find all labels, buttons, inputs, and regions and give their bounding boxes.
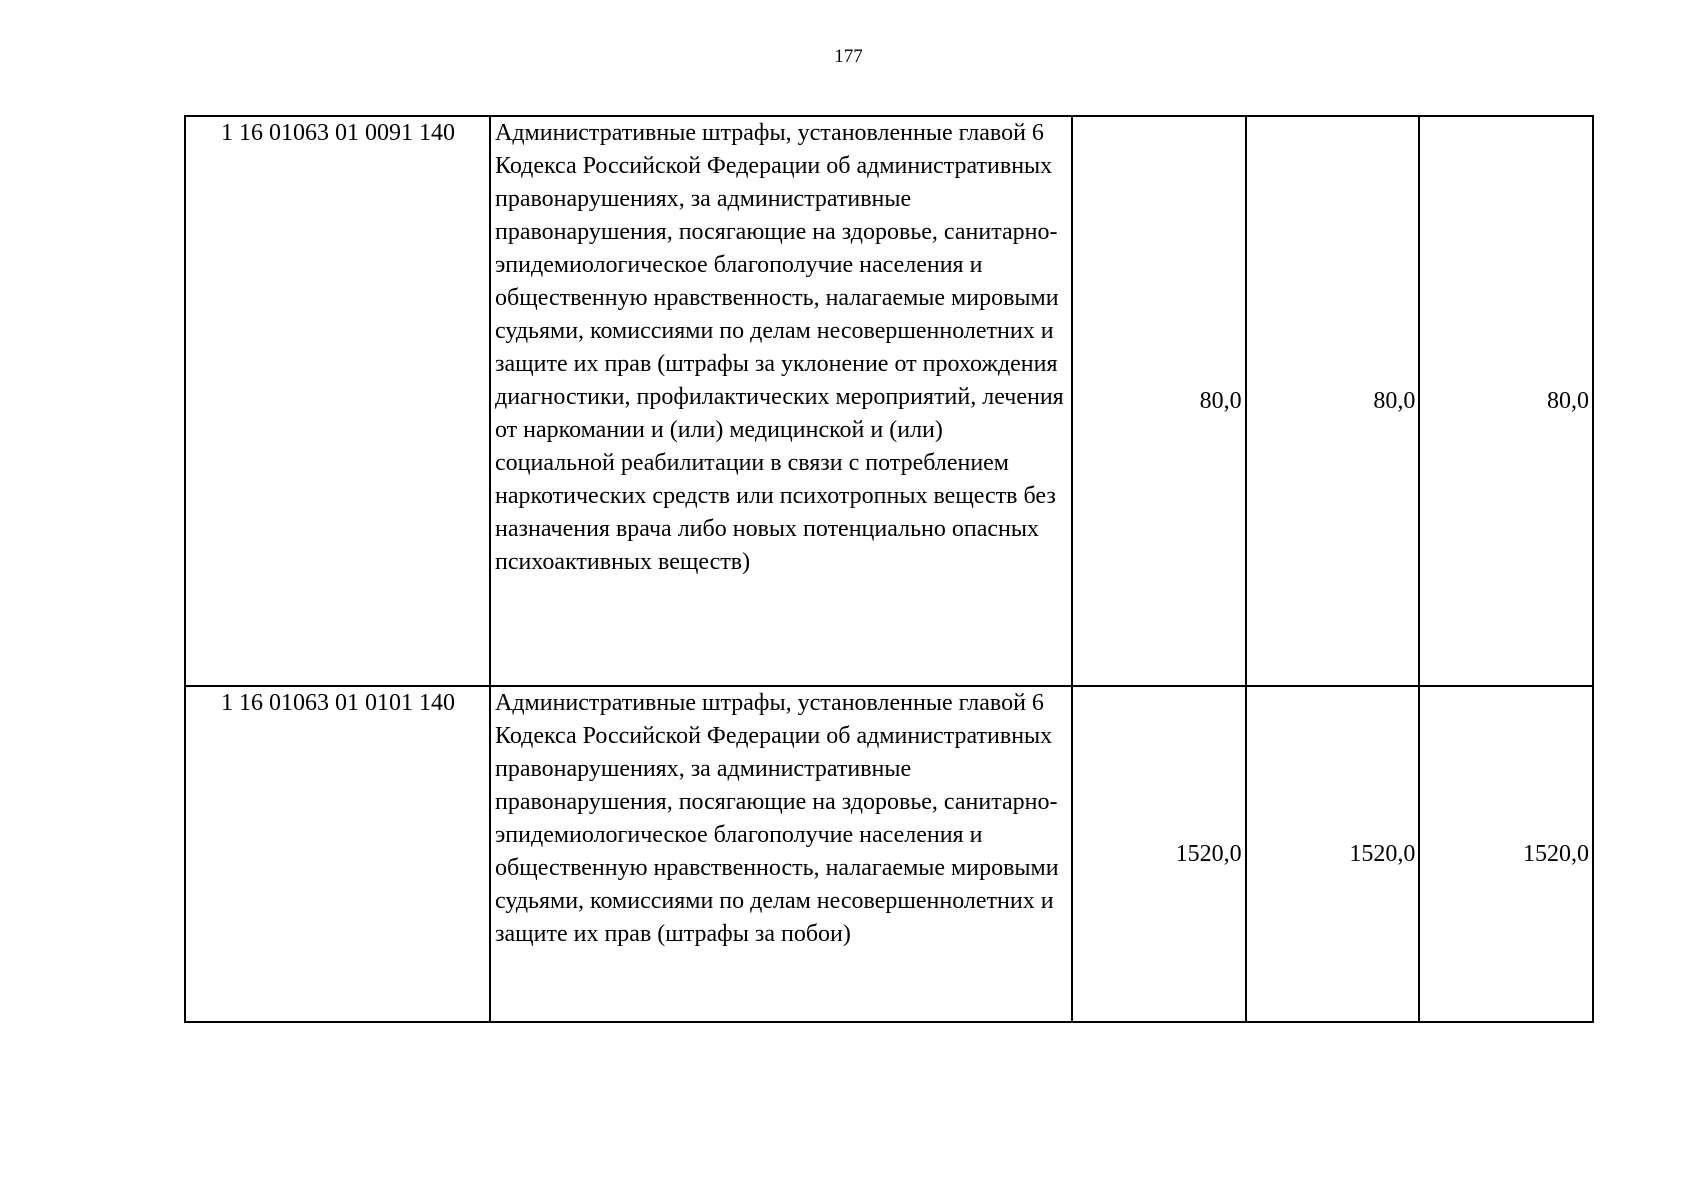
value-cell-2: 1520,0 [1246,686,1420,1022]
budget-code-cell: 1 16 01063 01 0101 140 [185,686,490,1022]
table-row [185,116,1593,686]
table-row [185,686,1593,1022]
value-cell-3: 80,0 [1419,116,1593,686]
value-cell-2: 80,0 [1246,116,1420,686]
value-cell-1: 80,0 [1072,116,1246,686]
value-cell-1: 1520,0 [1072,686,1246,1022]
page-number: 177 [834,46,863,67]
budget-revenue-table [184,115,1594,1023]
budget-code-cell: 1 16 01063 01 0091 140 [185,116,490,686]
description-text: Административные штрафы, установленные главой 6 Кодекса Российской Федерации об административных правонарушениях, за административные правонарушения, посягающие на здоровье, санитарно-эпидемиологическое благополучие населения и общественную нравственность, налагаемые мировыми судьями, комиссиями по делам несовершеннолетних и защите их прав (штрафы за уклонение от прохождения диагностики, профилактических мероприятий, лечения от наркомании и (или) медицинской и (или) социальной реабилитации в связи с потреблением наркотических средств или психотропных веществ без назначения врача либо новых потенциально опасных психоактивных веществ) [495,120,1064,575]
value-cell-3: 1520,0 [1419,686,1593,1022]
description-text: Административные штрафы, установленные главой 6 Кодекса Российской Федерации об административных правонарушениях, за административные правонарушения, посягающие на здоровье, санитарно-эпидемиологическое благополучие населения и общественную нравственность, налагаемые мировыми судьями, комиссиями по делам несовершеннолетних и защите их прав (штрафы за побои) [495,690,1059,947]
description-cell [490,686,1072,1022]
description-cell [490,116,1072,686]
